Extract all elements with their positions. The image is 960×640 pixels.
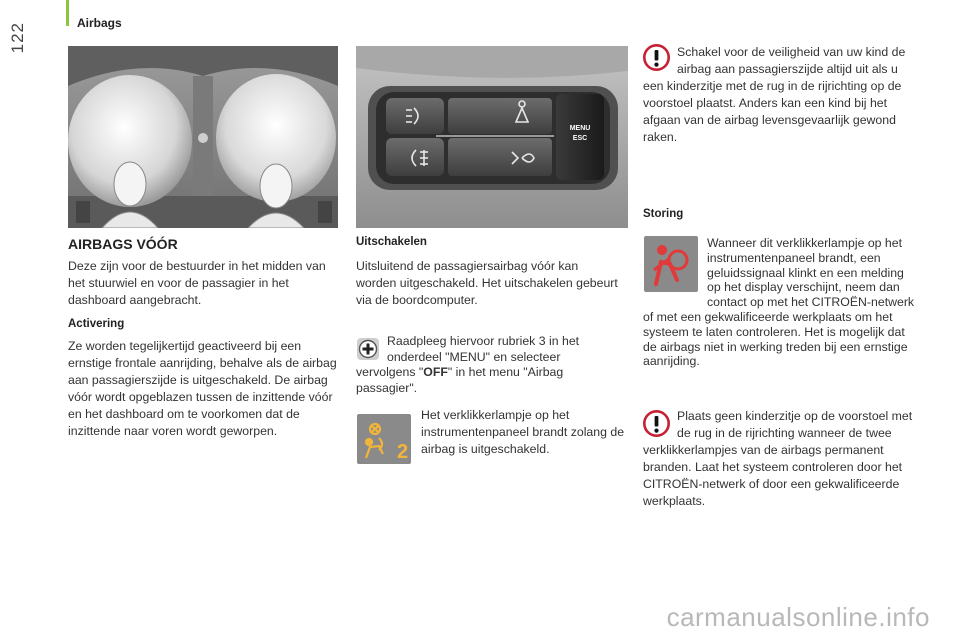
watermark: carmanualsonline.info (666, 602, 930, 632)
lamp-digit: 2 (397, 441, 409, 463)
fault-paragraph (643, 236, 919, 369)
deactivation-paragraph: Uitsluitend de passagiersairbag vóór kan worden uitgeschakeld. Het uitschakelen gebeurt via de boordcomputer. (356, 259, 618, 307)
info-off-label: OFF (423, 365, 448, 379)
front-airbags-illustration (68, 46, 338, 228)
info-line-3-pre: vervolgens " (356, 365, 424, 379)
fault-text: Wanneer dit verklikkerlampje op het instrumentenpaneel brandt, een geluidssignaal klinkt en een melding op het display verschijnt, neem dan contact op met het CITROËN-netwerk of met een gekwalificeerde werkplaats om het systeem te laten controleren. Het is mogelijk dat de airbags niet in werking treden bij een ernstige aanrijding. (643, 236, 915, 369)
info-note (356, 334, 626, 396)
switch-panel-photo (356, 46, 628, 228)
deactivation-title: Uitschakelen (356, 236, 427, 248)
warning-1-text: Schakel voor de veiligheid van uw kind de airbag aan passagierszijde altijd uit als u een kinderzitje met de rug in de rijrichting op de voorstoel plaatst. Anders kan een kind bij het afgaan van de airbag levensgevaarlijk gewond raken. (643, 45, 906, 144)
info-line-4: passagier". (356, 380, 418, 395)
section-title: Airbags (77, 16, 122, 30)
warning-2-paragraph (643, 408, 919, 510)
info-line-2: onderdeel "MENU" en selecteer (387, 349, 561, 364)
intro-paragraph: Deze zijn voor de bestuurder in het midden van het stuurwiel en voor de passagier in het dashboard aangebracht. (68, 259, 326, 307)
airbag-off-warning-lamp-icon (357, 414, 411, 464)
info-line-1: Raadpleeg hiervoor rubriek 3 in het (387, 334, 580, 348)
esc-button-label: ESC (572, 135, 588, 142)
menu-button-label: MENU (569, 125, 591, 132)
warning-2-icon-spacer (643, 408, 677, 442)
fault-icon-spacer (643, 236, 707, 308)
warning-lamp-paragraph: Het verklikkerlampje op het instrumentenpaneel brandt zolang de airbag is uitgeschakeld. (421, 408, 625, 456)
section-accent-bar (66, 0, 69, 26)
front-airbags-heading (68, 236, 340, 252)
warning-1-icon-spacer (643, 44, 677, 78)
warning-1-paragraph (643, 44, 919, 146)
activation-title: Activering (68, 318, 125, 330)
switch-panel-illustration (356, 46, 628, 228)
warning-2-text: Plaats geen kinderzitje op de voorstoel met de rug in de rijrichting wanneer de twee verklikkerlampjes van de airbags permanent branden. Laat het systeem controleren door het CITROËN-netwerk of door een gekwalificeerde werkplaats. (643, 409, 913, 508)
activation-paragraph: Ze worden tegelijkertijd geactiveerd bij een ernstige frontale aanrijding, behalve als de airbag aan passagierszijde is uitgeschakeld. De airbag vóór wordt opgeblazen tussen de inzittende vóór en het dashboard om te voorkomen dat de inzittende naar voren wordt geworpen. (68, 339, 337, 438)
fault-title: Storing (643, 208, 684, 220)
heading-text: AIRBAGS VÓÓR (68, 236, 178, 252)
front-airbags-photo (68, 46, 338, 228)
page-number: 122 (8, 22, 27, 54)
info-line-3-post: " in het menu "Airbag (447, 365, 564, 379)
info-line-3 (356, 365, 626, 381)
